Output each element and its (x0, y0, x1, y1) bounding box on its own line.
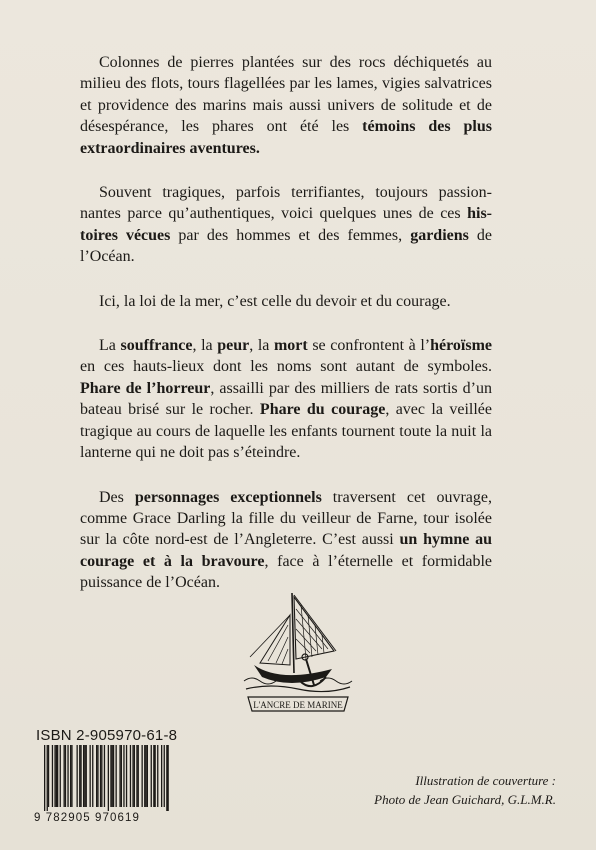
barcode-bar (90, 745, 91, 807)
barcode-bar (164, 745, 165, 807)
barcode-bar (142, 745, 143, 807)
barcode-bar (112, 745, 113, 807)
paragraph-3 (80, 291, 492, 312)
barcode-bar (52, 745, 53, 807)
paragraph-1 (80, 52, 492, 159)
body-text: Souvent tragiques, parfois terrifiantes, toujours passionnantes parce qu’authentiques, voici quelques unes de ces (80, 184, 492, 223)
barcode-bar (44, 745, 45, 811)
emphasis-text: mort (273, 337, 308, 355)
publisher-logo (240, 585, 356, 717)
barcode-bar (136, 745, 137, 807)
barcode-bar (54, 745, 55, 807)
barcode-bar (110, 745, 111, 807)
barcode-bars (44, 745, 169, 811)
barcode-bar (70, 745, 71, 807)
barcode-bar (83, 745, 84, 807)
body-text: , avec la veillée tragique au cours de laquelle les enfants tournent toute la nuit la lanterne qui ne doit pas s’éteindre. (80, 401, 492, 462)
credit-line-1: Illustration de couverture : (415, 773, 556, 788)
barcode-bar (86, 745, 87, 807)
body-text: La (99, 337, 121, 355)
barcode-bar (144, 745, 145, 807)
body-text: traversent cet ouvrage, comme Grace Darling la fille du veilleur de Farne, tour isolée sur la côte nord-est de l’Angleterre. C’est aussi (80, 488, 492, 549)
body-text: , face à l’éternelle et formidable puissance de l’Océan. (80, 552, 493, 592)
barcode-bar (138, 745, 139, 807)
barcode-bar (56, 745, 57, 807)
barcode-bar (126, 745, 127, 807)
barcode-bar (157, 745, 158, 807)
body-text: Ici, la loi de la mer, c’est celle du devoir et du courage. (99, 292, 451, 310)
barcode-bar (161, 745, 162, 807)
emphasis-text: témoins des plus extraordinaires aventures. (80, 118, 492, 157)
barcode-bar (97, 745, 98, 807)
barcode-bar (147, 745, 148, 807)
barcode-bar (64, 745, 65, 807)
barcode-bar (47, 745, 48, 811)
barcode (34, 743, 174, 823)
barcode-bar (101, 745, 102, 807)
barcode-bar (134, 745, 135, 807)
body-text: de l’Océan. (80, 226, 493, 266)
body-text: , la (192, 337, 218, 355)
body-text: en ces hauts-lieux dont les noms sont autant de symboles. (80, 358, 492, 376)
barcode-bar (113, 745, 114, 807)
cover-credit (316, 771, 556, 809)
barcode-bar (121, 745, 122, 807)
body-text: , assailli par des milliers de rats sortis d’un bateau brisé sur le rocher. (80, 379, 493, 419)
barcode-bar (145, 745, 146, 807)
barcode-bar (153, 745, 154, 807)
barcode-bar (77, 745, 78, 807)
barcode-bar (123, 745, 124, 807)
barcode-bar (84, 745, 85, 807)
emphasis-text: gardiens (410, 226, 469, 244)
emphasis-text: un hymne au courage et à la bravoure (80, 531, 493, 570)
barcode-bar (96, 745, 97, 807)
emphasis-text: Phare de l’horreur (80, 379, 211, 397)
barcode-bar (67, 745, 68, 807)
barcode-digits: 9 782905 970619 (34, 812, 141, 823)
body-text: Colonnes de pierres plantées sur des rocs déchiquetés au milieu des flots, tours flagellées par les lames, vigies salvatrices et providence des marins mais aussi univers de solitude et de désespérance, les phares ont été les (80, 54, 492, 136)
paragraph-4 (80, 335, 492, 463)
isbn: ISBN 2-905970-61-8 (36, 727, 178, 744)
barcode-bar (166, 745, 167, 811)
barcode-bar (132, 745, 133, 807)
barcode-bar (151, 745, 152, 807)
barcode-bar (108, 745, 109, 811)
barcode-bar (104, 745, 105, 807)
paragraph-5 (80, 487, 492, 594)
emphasis-text: Phare du courage (259, 401, 386, 419)
barcode-bar (71, 745, 72, 807)
blurb (80, 52, 492, 617)
body-text: , la (249, 337, 274, 355)
body-text: par des hommes et des femmes, (170, 226, 411, 244)
emphasis-text: peur (217, 337, 250, 355)
credit-line-2: Photo de Jean Guichard, G.L.M.R. (374, 792, 556, 807)
barcode-bar (65, 745, 66, 807)
barcode-bar (79, 745, 80, 807)
body-text: Des (99, 488, 135, 506)
barcode-bar (57, 745, 58, 807)
emphasis-text: histoires vécues (80, 205, 492, 244)
body-text: se confrontent à l’ (307, 337, 431, 355)
barcode-bar (116, 745, 117, 807)
emphasis-text: héroïsme (430, 337, 493, 355)
emphasis-text: souffrance (120, 337, 193, 355)
barcode-bar (168, 745, 169, 811)
barcode-bar (60, 745, 61, 807)
barcode-bar (119, 745, 120, 807)
barcode-bar (92, 745, 93, 807)
logo-text: L'ANCRE DE MARINE (253, 700, 343, 710)
barcode-bar (155, 745, 156, 807)
emphasis-text: personnages exceptionnels (134, 488, 322, 506)
barcode-bar (48, 745, 49, 807)
barcode-bar (130, 745, 131, 807)
barcode-bar (80, 745, 81, 807)
barcode-bar (100, 745, 101, 807)
paragraph-2 (80, 182, 492, 268)
